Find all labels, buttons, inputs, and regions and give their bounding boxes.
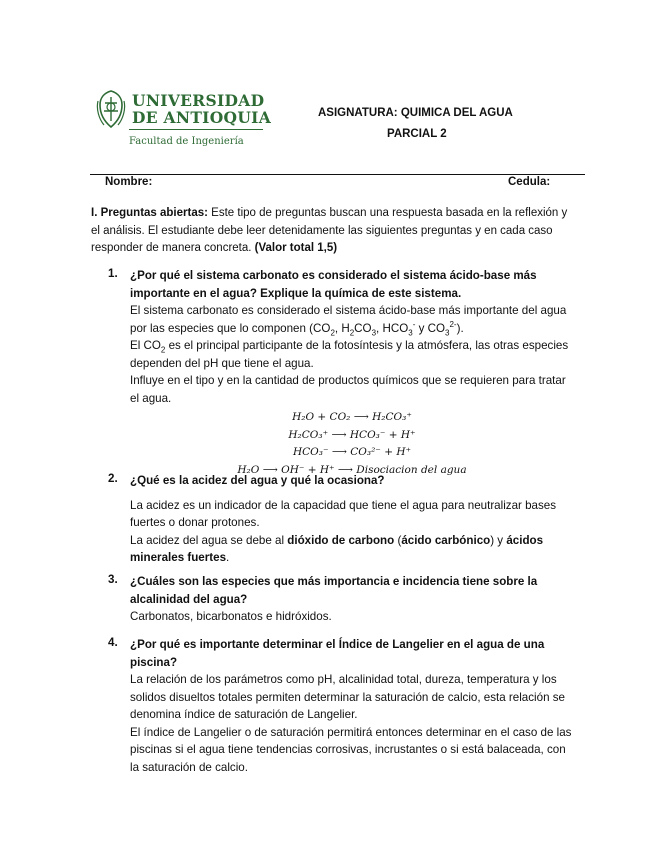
question-2	[108, 472, 574, 567]
question-title: ¿Cuáles son las especies que más importancia e incidencia tiene sobre la alcalinidad del agua?	[130, 575, 538, 606]
university-logo	[96, 89, 272, 155]
answer-paragraph: La relación de los parámetros como pH, alcalinidad total, dureza, temperatura y los solidos disueltos totales permiten determinar la saturación de calcio, esta relación se denomina índice de saturación de Langelier.	[130, 673, 565, 721]
section-instructions: Este tipo de preguntas buscan una respuesta basada en la reflexión y el análisis. El estudiante debe leer detenidamente las siguientes preguntas y en cada caso responder de manera concreta.	[91, 207, 568, 254]
university-crest-icon	[96, 89, 126, 131]
section-heading: I. Preguntas abiertas:	[91, 207, 208, 219]
question-1	[108, 267, 574, 479]
question-title: ¿Por qué es importante determinar el Índice de Langelier en el agua de una piscina?	[130, 638, 545, 669]
answer-paragraph: La acidez es un indicador de la capacidad que tiene el agua para neutralizar bases fuertes o donar protones.	[130, 498, 557, 529]
question-title: ¿Por qué el sistema carbonato es considerado el sistema ácido-base más importante en el agua? Explique la química de este sistema.	[130, 269, 537, 300]
logo-line-1: UNIVERSIDAD	[132, 91, 265, 110]
equation-1: H₂O + CO₂ ⟶ H₂CO₃⁺	[292, 411, 412, 423]
question-number: 2.	[108, 472, 118, 485]
equation-4: H₂O ⟶ OH⁻ + H⁺ ⟶ Disociacion del agua	[237, 463, 467, 476]
logo-line-2: DE ANTIOQUIA	[132, 108, 272, 127]
section-value: (Valor total 1,5)	[254, 242, 338, 254]
question-number: 1.	[108, 267, 118, 280]
question-4	[108, 636, 574, 776]
answer-paragraph: El sistema carbonato es considerado el sistema ácido-base más importante del agua por las especies que lo componen ($CO_2$, $H_2CO_3$, $HCO_3^-$ y $CO_3^{2-}$).	[130, 304, 567, 337]
question-number: 3.	[108, 573, 118, 586]
header-rule	[90, 174, 585, 175]
question-3	[108, 573, 574, 626]
equation-3: HCO₃⁻ ⟶ CO₃²⁻ + H⁺	[292, 446, 412, 458]
logo-divider	[129, 129, 263, 130]
logo-faculty: Facultad de Ingeniería	[129, 136, 244, 147]
exam-title: PARCIAL 2	[387, 128, 447, 140]
equations	[130, 409, 574, 479]
answer-paragraph: El índice de Langelier o de saturación permitirá entonces determinar en el caso de las piscinas si el agua tiene tendencias corrosivas, incrustantes o si está balaceada, con la saturación de calcio.	[130, 725, 572, 774]
name-label: Nombre:	[105, 176, 153, 188]
answer-paragraph: La acidez del agua se debe al dióxido de carbono (ácido carbónico) y ácidos minerales fuertes.	[130, 533, 544, 564]
question-title: ¿Qué es la acidez del agua y qué la ocasiona?	[130, 474, 385, 487]
answer-paragraph: Carbonatos, bicarbonatos e hidróxidos.	[130, 610, 332, 623]
answer-paragraph: El $CO_2$ es el principal participante de la fotosíntesis y la atmósfera, las otras especies dependen del pH que tiene el agua.	[130, 339, 569, 370]
course-title: ASIGNATURA: QUIMICA DEL AGUA	[318, 107, 513, 119]
answer-paragraph: Influye en el tipo y en la cantidad de productos químicos que se requieren para tratar el agua.	[130, 374, 566, 405]
question-number: 4.	[108, 636, 118, 649]
section-intro	[91, 205, 571, 258]
id-label: Cedula:	[508, 176, 551, 188]
equation-2: H₂CO₃⁺ ⟶ HCO₃⁻ + H⁺	[288, 428, 416, 441]
